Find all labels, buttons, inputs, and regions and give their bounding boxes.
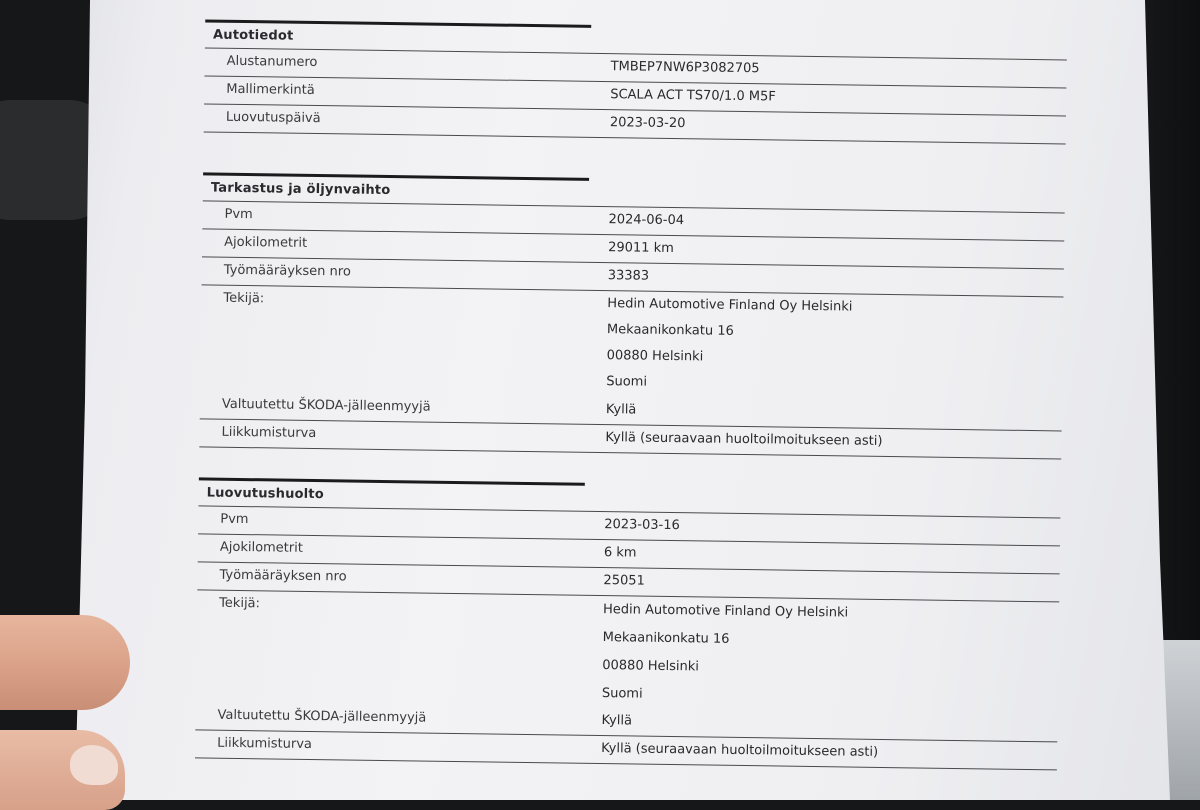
row-label: Tekijä: (219, 595, 261, 612)
row-label: Tekijä: (223, 290, 265, 307)
section-title: Autotiedot (212, 27, 294, 44)
thumbnail (70, 745, 118, 785)
row-label: Luovutuspäivä (225, 109, 321, 127)
row-value: 6 km (603, 545, 637, 561)
address-line: 00880 Helsinki (606, 348, 704, 365)
address-line: Mekaanikonkatu 16 (602, 630, 730, 647)
table-row-tekija (200, 284, 1063, 403)
row-value: Kyllä (605, 402, 637, 418)
address-line: Suomi (606, 374, 648, 390)
row-label: Valtuutettu ŠKODA-jälleenmyyjä (217, 707, 427, 726)
table-row-tekija (196, 589, 1059, 714)
row-label: Ajokilometrit (224, 234, 308, 251)
hand-holding-paper (0, 605, 135, 805)
row-value: TMBEP7NW6P3082705 (610, 59, 760, 77)
row-value: 2023-03-16 (604, 517, 680, 534)
row-value: 2024-06-04 (608, 212, 685, 229)
address-line: Mekaanikonkatu 16 (606, 322, 734, 339)
address-line: 00880 Helsinki (602, 658, 700, 675)
row-value: Kyllä (seuraavaan huoltoilmoitukseen asti) (605, 430, 883, 449)
row-value: Kyllä (seuraavaan huoltoilmoitukseen asti) (601, 741, 879, 760)
row-value: SCALA ACT TS70/1.0 M5F (610, 87, 776, 105)
row-value: 2023-03-20 (609, 115, 686, 132)
row-label: Pvm (220, 511, 249, 528)
address-line: Hedin Automotive Finland Oy Helsinki (602, 602, 849, 621)
section-luovutushuolto (195, 477, 1061, 770)
address-line: Suomi (601, 686, 643, 702)
row-label: Pvm (224, 206, 253, 223)
row-value: 29011 km (608, 240, 674, 257)
section-autotiedot (204, 19, 1067, 144)
row-value-address (602, 596, 849, 711)
row-label: Työmääräyksen nro (219, 567, 347, 585)
row-label: Valtuutettu ŠKODA-jälleenmyyjä (221, 396, 431, 415)
row-value: Kyllä (601, 713, 633, 729)
section-title: Luovutushuolto (206, 485, 325, 503)
row-label: Ajokilometrit (219, 539, 303, 556)
row-label: Mallimerkintä (226, 81, 315, 98)
address-line: Hedin Automotive Finland Oy Helsinki (607, 296, 853, 315)
row-value: 33383 (607, 268, 650, 284)
section-tarkastus (199, 172, 1065, 459)
row-value-address (606, 291, 853, 398)
row-label: Liikkumisturva (221, 424, 317, 442)
section-title: Tarkastus ja öljynvaihto (210, 180, 391, 199)
row-label: Liikkumisturva (217, 735, 313, 753)
row-value: 25051 (603, 573, 645, 589)
row-label: Työmääräyksen nro (223, 262, 351, 280)
row-label: Alustanumero (226, 53, 318, 71)
index-finger (0, 615, 130, 710)
